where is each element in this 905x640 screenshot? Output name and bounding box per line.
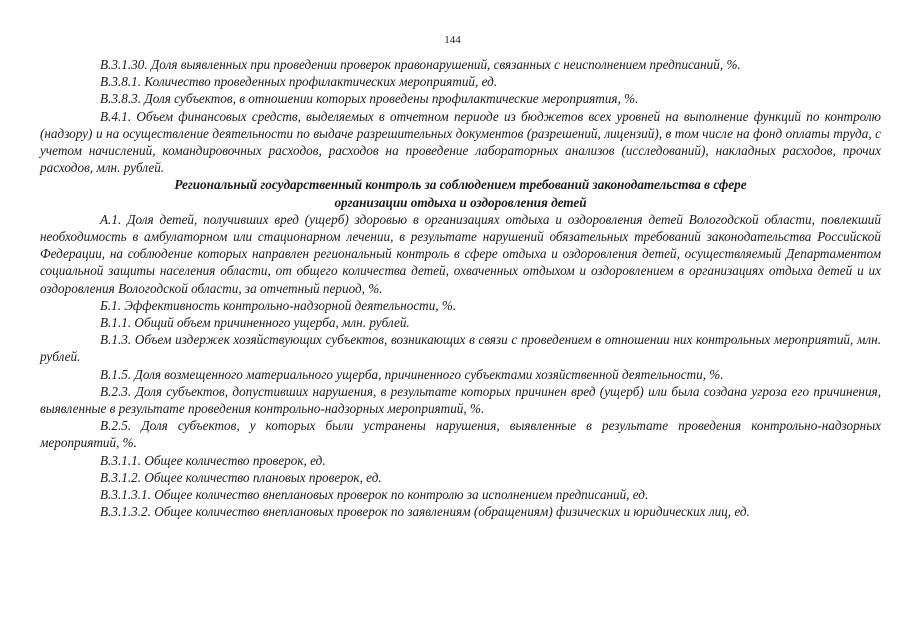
paragraph: В.3.8.3. Доля субъектов, в отношении которых проведены профилактические мероприятия, %. <box>100 91 639 107</box>
section-heading-line-1: Региональный государственный контроль за соблюдением требований законодательства в сфере <box>174 177 747 193</box>
paragraph: В.1.3. Объем издержек хозяйствующих субъектов, возникающих в связи с проведением в отношении них контрольных мероприятий, млн. рублей. <box>40 332 881 365</box>
paragraph: А.1. Доля детей, получивших вред (ущерб) здоровью в организациях отдыха и оздоровления детей Вологодской области, повлекший необходимость в амбулаторном или стационарном лечении, в результате нарушений обязательных требований законодательства Российской Федерации, на соблюдение которых направлен региональный контроль в сфере отдыха и оздоровления детей, осуществляемый Департаментом социальной защиты населения области, от общего количества детей, охваченных отдыхом и оздоровлением в организациях отдыха детей и их оздоровления Вологодской области, за отчетный период, %. <box>40 211 881 296</box>
section-heading-line-2: организации отдыха и оздоровления детей <box>334 194 587 210</box>
paragraph: В.3.1.1. Общее количество проверок, ед. <box>100 452 326 468</box>
document-body <box>40 56 881 520</box>
paragraph: Б.1. Эффективность контрольно-надзорной деятельности, %. <box>100 297 457 313</box>
paragraph: В.3.1.30. Доля выявленных при проведении проверок правонарушений, связанных с неисполнением предписаний, %. <box>100 57 741 72</box>
paragraph: В.3.1.2. Общее количество плановых проверок, ед. <box>100 469 382 485</box>
paragraph: В.3.1.3.1. Общее количество внеплановых проверок по контролю за исполнением предписаний, ед. <box>100 487 649 503</box>
paragraph: В.4.1. Объем финансовых средств, выделяемых в отчетном периоде из бюджетов всех уровней на выполнение функций по контролю (надзору) и на осуществление деятельности по выдаче разрешительных документов (разрешений, лицензий), в том числе на фонд оплаты труда, с учетом начислений, командировочных расходов, расходов на проведение лабораторных анализов (исследований), накладных расходов, прочих расходов, млн. рублей. <box>40 108 881 176</box>
paragraph: В.3.1.3.2. Общее количество внеплановых проверок по заявлениям (обращениям) физических и юридических лиц, ед. <box>100 504 750 520</box>
page-number: 144 <box>444 34 461 46</box>
paragraph: В.1.5. Доля возмещенного материального ущерба, причиненного субъектами хозяйственной деятельности, %. <box>100 366 724 382</box>
paragraph: В.2.5. Доля субъектов, у которых были устранены нарушения, выявленные в результате проведения контрольно-надзорных мероприятий, %. <box>40 418 881 451</box>
paragraph: В.2.3. Доля субъектов, допустивших нарушения, в результате которых причинен вред (ущерб) или была создана угроза его причинения, выявленные в результате проведения контрольно-надзорных мероприятий, %. <box>40 383 881 417</box>
paragraph: В.3.8.1. Количество проведенных профилактических мероприятий, ед. <box>100 74 498 90</box>
paragraph: В.1.1. Общий объем причиненного ущерба, млн. рублей. <box>100 315 410 331</box>
section-heading <box>40 176 881 210</box>
